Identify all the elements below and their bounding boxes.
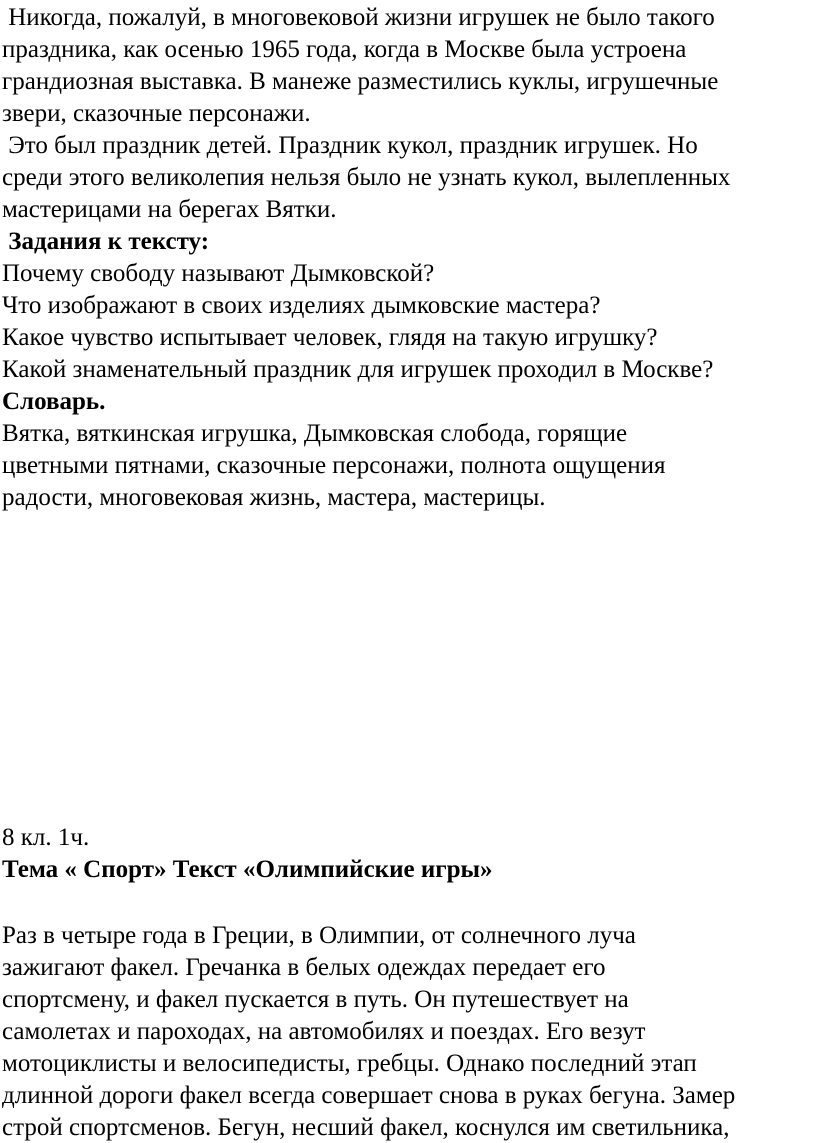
grade-label: 8 кл. 1ч. [2,824,90,851]
olympic-text-line: длинной дороги факел всегда совершает снова в руках бегуна. Замер [2,1082,736,1109]
vocabulary-heading: Словарь. [2,388,106,415]
vocabulary-line: Вятка, вяткинская игрушка, Дымковская слобода, горящие [2,420,628,447]
intro-line: Это был праздник детей. Праздник кукол, праздник игрушек. Но [2,132,698,159]
task-question: Какой знаменательный праздник для игрушек проходил в Москве? [2,356,714,383]
olympic-text-line: зажигают факел. Гречанка в белых одеждах передает его [2,954,606,981]
task-question: Почему свободу называют Дымковской? [2,260,435,287]
intro-line: среди этого великолепия нельзя было не узнать кукол, вылепленных [2,164,731,191]
intro-line: мастерицами на берегах Вятки. [2,196,337,223]
task-question: Какое чувство испытывает человек, глядя на такую игрушку? [2,324,658,351]
intro-line: праздника, как осенью 1965 года, когда в Москве была устроена [2,36,687,63]
olympic-text-line: самолетах и пароходах, на автомобилях и поездах. Его везут [2,1018,646,1045]
vocabulary-line: радости, многовековая жизнь, мастера, мастерицы. [2,484,546,511]
intro-line: Никогда, пожалуй, в многовековой жизни игрушек не было такого [2,4,715,31]
intro-line: звери, сказочные персонажи. [2,100,311,127]
topic-heading: Тема « Спорт» Текст «Олимпийские игры» [2,856,493,883]
tasks-heading: Задания к тексту: [2,228,210,255]
olympic-text-line: строй спортсменов. Бегун, несший факел, коснулся им светильника, [2,1114,730,1141]
olympic-text-line: Раз в четыре года в Греции, в Олимпии, от солнечного луча [2,922,636,949]
vocabulary-line: цветными пятнами, сказочные персонажи, полнота ощущения [2,452,666,479]
task-question: Что изображают в своих изделиях дымковские мастера? [2,292,601,319]
olympic-text-line: спортсмену, и факел пускается в путь. Он путешествует на [2,986,629,1013]
olympic-text-line: мотоциклисты и велосипедисты, гребцы. Однако последний этап [2,1050,697,1077]
intro-line: грандиозная выставка. В манеже разместились куклы, игрушечные [2,68,719,95]
